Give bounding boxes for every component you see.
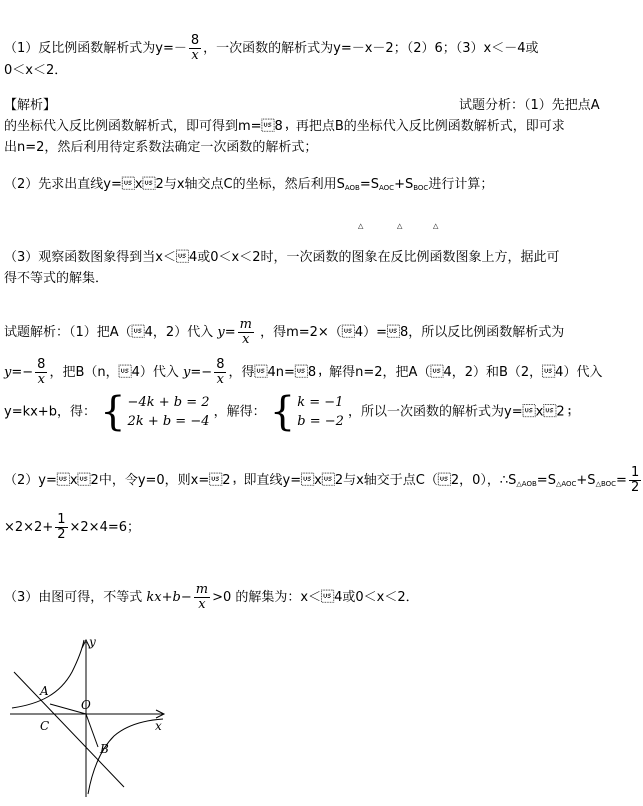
s1-text-a: 试题解析：（1）把A（ 4，2）代入 <box>4 325 214 340</box>
analysis-part2 <box>4 176 493 195</box>
function-graph <box>0 632 190 802</box>
s2-text-b: ，得 4n= 8，解得n=2，把A（ 4，2）和B（2， 4）代入 <box>228 365 603 380</box>
solution-line-1 <box>4 318 564 347</box>
analysis-head: 试题分析：（1）先把点A <box>459 98 600 113</box>
s2-fraction-8-x-b <box>214 358 226 387</box>
system-of-equations-2 <box>269 389 344 435</box>
analysis-part3-line1: （3）观察函数图象得到当x＜ 4或0＜x＜2时，一次函数的图象在反比例函数图象上方，据此可 <box>4 250 560 265</box>
solution-line-5 <box>4 513 140 542</box>
sys2-row1: k = −1 <box>297 395 344 410</box>
s1-y: y <box>217 325 225 340</box>
s6-gt: >0 <box>212 590 232 605</box>
s5-fraction-half <box>55 513 67 542</box>
analysis-part3-line2: 得不等式的解集． <box>4 271 109 286</box>
hyperbola-branch-lower-right <box>88 719 163 794</box>
triangle-mark-3: △ <box>433 222 439 230</box>
s2-text-a: ，把B（n， 4）代入 <box>49 365 179 380</box>
s2-fraction-8-x <box>35 358 47 387</box>
segment-OB <box>86 714 98 747</box>
s1-text-b: ，得m=2×（ 4）= 8，所以反比例函数解析式为 <box>260 325 565 340</box>
solution-line-6 <box>4 583 419 612</box>
frac-num-m2: m <box>195 582 209 597</box>
s2-eq-b: = <box>190 365 202 380</box>
system-of-equations-1 <box>100 389 210 435</box>
s6-text-a: （3）由图可得，不等式 <box>4 590 143 605</box>
answer-fraction <box>189 34 201 63</box>
s4-sub-aoc: △AOC <box>555 480 577 488</box>
s2-y: y <box>4 365 12 380</box>
frac-den-x: x <box>242 332 250 347</box>
frac-num-1: 1 <box>630 465 640 480</box>
point-B-label: B <box>100 742 109 756</box>
p2-text-a: （2）先求出直线y= x 2与x轴交点C的坐标，然后利用S <box>4 177 345 192</box>
s6-text-b: 的解集为：x＜ 4或0＜x＜2． <box>235 590 419 605</box>
p2-sub-boc: BOC <box>413 184 429 192</box>
sys1-row2: 2k + b = −4 <box>127 414 210 429</box>
frac-num-1b: 1 <box>57 512 66 527</box>
frac-den-2: 2 <box>630 480 640 495</box>
frac-den: x <box>191 48 199 63</box>
s3-text-c: ，所以一次函数的解析式为y= x 2； <box>348 404 578 420</box>
s4-text-b: =S <box>536 473 556 488</box>
analysis-line-2: 的坐标代入反比例函数解析式，即可得到m= 8，再把点B的坐标代入反比例函数解析式，即可求 <box>4 119 565 134</box>
s4-fraction-half <box>629 466 641 495</box>
x-axis-label: x <box>155 719 162 733</box>
s5-text-b: ×2×4=6； <box>69 520 141 535</box>
s2-minus-b: − <box>201 365 213 380</box>
answer-part1-rest: ，一次函数的解析式为y=－x－2；（2）6；（3）x＜－4或 <box>203 41 539 56</box>
answer-part1-text: （1）反比例函数解析式为y=－ <box>4 41 187 56</box>
s2-eq: = <box>11 365 23 380</box>
analysis-tag: 【解析】 <box>4 98 57 113</box>
s3-text-b: ，解得： <box>213 404 266 420</box>
solution-line-2 <box>4 358 602 387</box>
origin-label: O <box>81 698 91 712</box>
s6-kx: kx+b− <box>146 590 192 605</box>
s5-text-a: ×2×2+ <box>4 520 54 535</box>
p2-sub-aob: AOB <box>344 184 360 192</box>
p2-sub-aoc: AOC <box>379 184 395 192</box>
point-C-label: C <box>40 719 50 733</box>
brace-2: { <box>269 389 296 435</box>
s2-y-b: y <box>183 365 191 380</box>
frac-num: 8 <box>190 33 200 48</box>
s4-sub-aob: △AOB <box>516 480 537 488</box>
frac-den-x4: x <box>198 597 206 612</box>
triangle-mark-2: △ <box>397 222 403 230</box>
p2-text-d: 进行计算； <box>428 177 494 192</box>
linear-function-line <box>14 672 124 787</box>
s1-fraction-m-x <box>238 318 254 347</box>
y-axis-label: y <box>89 635 96 649</box>
frac-den-x3: x <box>216 372 225 387</box>
s6-fraction-m-x <box>194 583 210 612</box>
s3-text-a: y=kx+b，得： <box>4 404 96 420</box>
s4-text-a: （2）y= x 2中，令y=0，则x= 2，即直线y= x 2与x轴交于点C（ 2，0），∴S <box>4 473 517 488</box>
sys1-row1: −4k + b = 2 <box>127 395 210 410</box>
s2-minus: − <box>22 365 34 380</box>
frac-den-2b: 2 <box>57 527 66 542</box>
point-A-label: A <box>40 684 49 698</box>
s4-text-d: = <box>616 473 627 488</box>
sys2-row2: b = −2 <box>297 414 344 429</box>
s4-sub-boc: △BOC <box>595 480 617 488</box>
frac-num-8b: 8 <box>216 357 225 372</box>
brace-1: { <box>100 389 126 435</box>
frac-num-8: 8 <box>37 357 46 372</box>
frac-num-m: m <box>239 317 252 332</box>
triangle-mark-1: △ <box>358 222 364 230</box>
s1-eq: = <box>224 325 236 340</box>
answer-line-2: 0＜x＜2． <box>4 63 68 78</box>
analysis-line-3: 出n=2，然后利用待定系数法确定一次函数的解析式； <box>4 140 318 155</box>
s4-text-c: +S <box>576 473 596 488</box>
p2-text-b: =S <box>359 177 379 192</box>
frac-den-x2: x <box>37 372 45 387</box>
solution-line-4 <box>4 466 643 495</box>
answer-line-1 <box>4 34 538 63</box>
p2-text-c: +S <box>394 177 414 192</box>
solution-line-3 <box>4 389 578 435</box>
